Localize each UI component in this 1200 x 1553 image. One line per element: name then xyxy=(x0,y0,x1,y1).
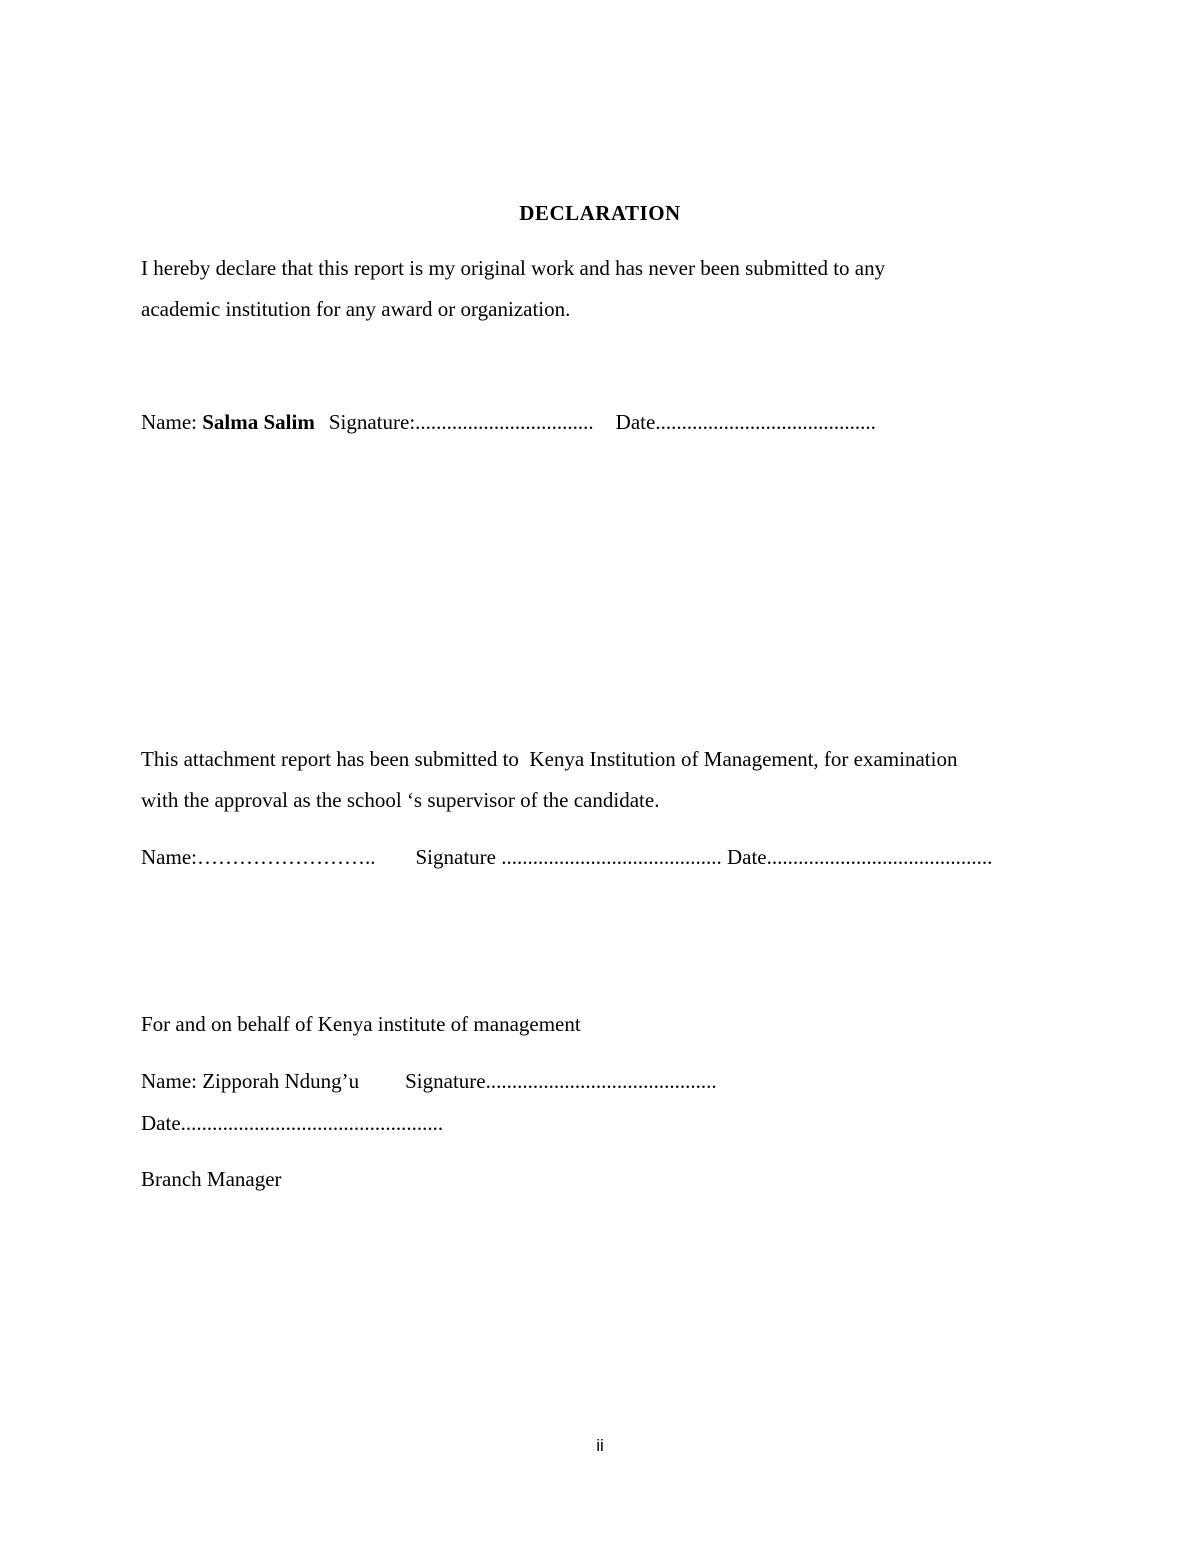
submission-line-1: This attachment report has been submitted to Kenya Institution of Management, for examination xyxy=(141,747,958,771)
declaration-line-1: I hereby declare that this report is my original work and has never been submitted to any xyxy=(141,256,886,280)
supervisor-date-field: Date........................................... xyxy=(726,845,993,869)
institute-signature-row xyxy=(141,1071,717,1092)
student-signature-field: Signature:.................................. xyxy=(328,410,594,434)
supervisor-signature-field: Signature .......................................... xyxy=(415,845,722,869)
student-name-label: Name: xyxy=(141,410,203,434)
student-date-field: Date.......................................... xyxy=(615,410,876,434)
page-number: ii xyxy=(596,1436,604,1455)
supervisor-name-field: Name:…………………….. xyxy=(141,845,376,869)
student-name-value: Salma Salim xyxy=(202,410,315,434)
page-title: DECLARATION xyxy=(519,201,681,225)
institute-role: Branch Manager xyxy=(141,1167,282,1191)
submission-line-2: with the approval as the school ‘s supervisor of the candidate. xyxy=(141,788,660,812)
institute-signature-field: Signature............................................ xyxy=(405,1069,717,1093)
student-signature-row xyxy=(141,412,876,433)
institute-behalf-text: For and on behalf of Kenya institute of management xyxy=(141,1012,581,1036)
declaration-line-2: academic institution for any award or organization. xyxy=(141,297,571,321)
institute-date-field: Date.................................................. xyxy=(141,1111,444,1135)
institute-name-field: Name: Zipporah Ndung’u xyxy=(141,1069,360,1093)
supervisor-signature-row xyxy=(141,847,992,868)
